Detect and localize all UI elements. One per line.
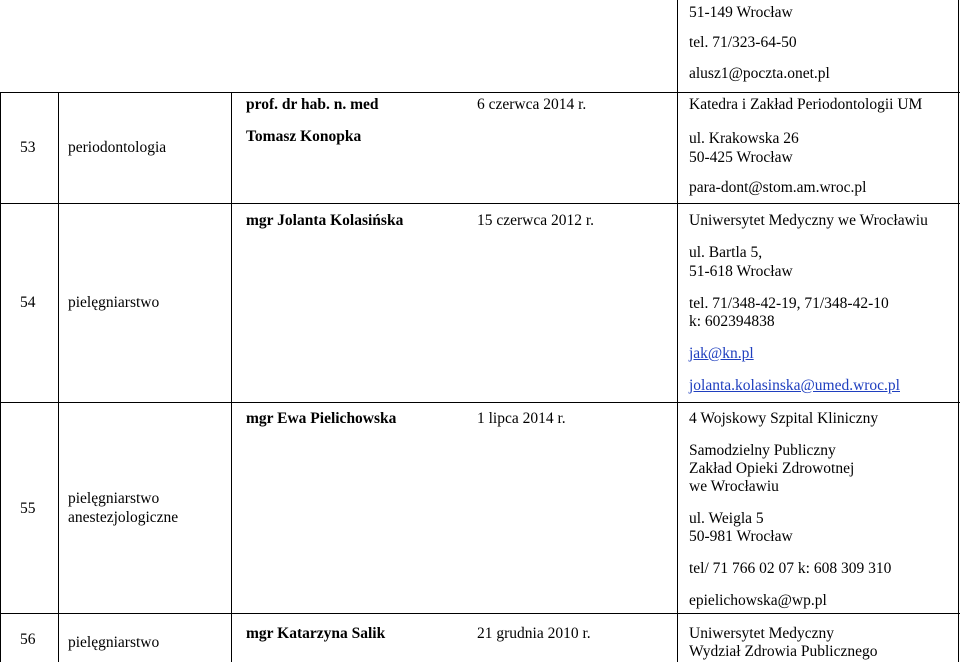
top-email: alusz1@poczta.onet.pl [689,65,830,82]
institution: Uniwersytet Medyczny [689,625,835,642]
row-number: 56 [20,631,36,648]
specialty-detail: anestezjologiczne [68,509,179,526]
postal-city: 50-425 Wrocław [689,149,793,166]
row-number: 53 [20,139,36,156]
top-phone: tel. 71/323-64-50 [689,34,797,51]
row-divider [0,613,960,614]
institution-unit: Wydział Zdrowia Publicznego [689,643,878,660]
phone: tel. 71/348-42-19, 71/348-42-10 [689,295,889,312]
col-divider [231,92,232,662]
specialty: pielęgniarstwo [68,490,160,507]
street: ul. Krakowska 26 [689,130,799,147]
street: ul. Weigla 5 [689,510,764,527]
organization-line: Samodzielny Publiczny [689,442,836,459]
email: epielichowska@wp.pl [689,592,827,609]
postal-city: 50-981 Wrocław [689,528,793,545]
row-number: 55 [20,500,36,517]
person-name: mgr Jolanta Kolasińska [246,212,404,229]
row-divider [0,92,960,93]
person-title: prof. dr hab. n. med [246,96,379,113]
person-name: mgr Katarzyna Salik [246,625,386,642]
street: ul. Bartla 5, [689,244,763,261]
appointment-date: 21 grudnia 2010 r. [477,625,591,642]
email-link[interactable]: jak@kn.pl [689,345,754,362]
row-number: 54 [20,294,36,311]
email: para-dont@stom.am.wroc.pl [689,179,867,196]
row-divider [0,203,960,204]
specialty: pielęgniarstwo [68,294,160,311]
col-divider [958,0,959,662]
phone-mobile: k: 602394838 [689,313,775,330]
person-name: mgr Ewa Pielichowska [246,410,397,427]
appointment-date: 1 lipca 2014 r. [477,410,566,427]
postal-city: 51-618 Wrocław [689,263,793,280]
col-divider [677,0,678,662]
person-name: Tomasz Konopka [246,128,362,145]
appointment-date: 15 czerwca 2012 r. [477,212,595,229]
specialty: pielęgniarstwo [68,634,160,651]
top-address: 51-149 Wrocław [689,4,793,21]
organization-line: Zakład Opieki Zdrowotnej [689,460,855,477]
institution: Katedra i Zakład Periodontologii UM [689,96,923,113]
col-divider [58,92,59,662]
institution: Uniwersytet Medyczny we Wrocławiu [689,212,928,229]
institution: 4 Wojskowy Szpital Kliniczny [689,410,879,427]
specialty: periodontologia [68,139,167,156]
organization-line: we Wrocławiu [689,478,779,495]
appointment-date: 6 czerwca 2014 r. [477,96,587,113]
row-divider [0,402,960,403]
phone: tel/ 71 766 02 07 k: 608 309 310 [689,560,892,577]
col-divider [0,92,1,662]
email-link[interactable]: jolanta.kolasinska@umed.wroc.pl [689,377,900,394]
